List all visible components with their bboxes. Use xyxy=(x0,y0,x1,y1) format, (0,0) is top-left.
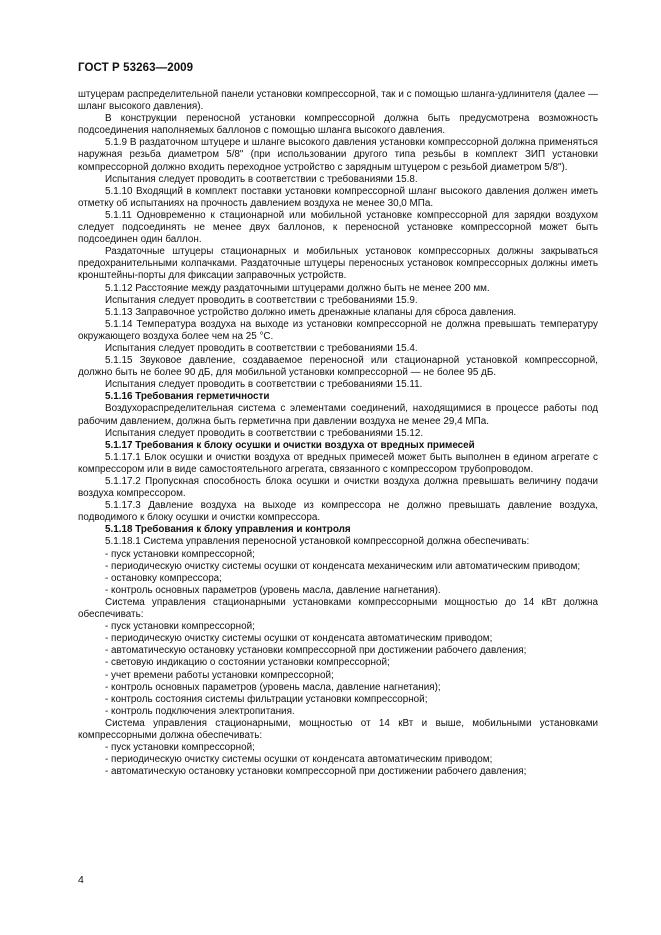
list-item: - автоматическую остановку установки компрессорной при достижении рабочего давления; xyxy=(105,766,527,778)
standard-header: ГОСТ Р 53263—2009 xyxy=(78,62,194,74)
paragraph: 5.1.15 Звуковое давление, создаваемое переносной или стационарной установкой компрессорной, должно быть не более 90 дБ, для мобильной установки компрессорной — не более 95 дБ. xyxy=(78,355,598,379)
list-item: - контроль состояния системы фильтрации установки компрессорной; xyxy=(105,693,428,705)
list-item: - периодическую очистку системы осушки от конденсата автоматическим приводом; xyxy=(105,633,493,645)
paragraph: В конструкции переносной установки компрессорной должна быть предусмотрена возможность подсоединения наполняемых баллонов с помощью шланга высокого давления. xyxy=(78,113,598,137)
list-item: - остановку компрессора; xyxy=(105,572,222,584)
list-item: - автоматическую остановку установки компрессорной при достижении рабочего давления; xyxy=(105,645,527,657)
paragraph: Испытания следует проводить в соответствии с требованиями 15.9. xyxy=(105,294,418,306)
section-heading: 5.1.17 Требования к блоку осушки и очистки воздуха от вредных примесей xyxy=(105,439,475,451)
page-number: 4 xyxy=(78,874,84,886)
list-item: - контроль основных параметров (уровень масла, давление нагнетания); xyxy=(105,681,441,693)
paragraph: штуцерам распределительной панели установки компрессорной, так и с помощью шланга-удлинителя (далее — шланг высокого давления). xyxy=(78,89,598,113)
paragraph: Испытания следует проводить в соответствии с требованиями 15.4. xyxy=(105,342,418,354)
paragraph: 5.1.10 Входящий в комплект поставки установки компрессорной шланг высокого давления должен иметь отметку об испытаниях на прочность давлением воздуха не менее 30,0 МПа. xyxy=(78,185,598,209)
paragraph: Система управления стационарными установками компрессорными мощностью до 14 кВт должна обеспечивать: xyxy=(78,596,598,621)
paragraph: Система управления стационарными, мощностью от 14 кВт и выше, мобильными установками компрессорными должна обеспечивать: xyxy=(78,717,598,741)
paragraph: 5.1.17.1 Блок осушки и очистки воздуха от вредных примесей может быть выполнен в едином агрегате с компрессором или в виде самостоятельного агрегата, связанного с компрессором трубопроводом. xyxy=(78,451,598,475)
paragraph: 5.1.17.2 Пропускная способность блока осушки и очистки воздуха должна превышать величину подачи воздуха компрессором. xyxy=(78,476,598,500)
paragraph: 5.1.17.3 Давление воздуха на выходе из компрессора не должно превышать давление воздуха, подводимого к блоку осушки и очистки компрессора. xyxy=(78,500,598,524)
paragraph: 5.1.13 Заправочное устройство должно иметь дренажные клапаны для сброса давления. xyxy=(105,306,517,318)
body-text xyxy=(78,89,598,778)
list-item: - периодическую очистку системы осушки от конденсата механическим или автоматическим приводом; xyxy=(105,560,581,572)
paragraph: 5.1.11 Одновременно к стационарной или мобильной установке компрессорной для зарядки воздухом следует подсоединять не менее двух баллонов, к переносной установке компрессорной может быть подсоединен один баллон. xyxy=(78,209,598,246)
list-item: - пуск установки компрессорной; xyxy=(105,548,255,560)
list-item: - периодическую очистку системы осушки от конденсата автоматическим приводом; xyxy=(105,754,493,766)
paragraph: Раздаточные штуцеры стационарных и мобильных установок компрессорных должны закрываться предохранительными колпачками. Раздаточные штуцеры переносных установок компрессорных должны иметь кронштейны-порты для фиксации заправочных устройств. xyxy=(78,246,598,282)
section-heading: 5.1.18 Требования к блоку управления и контроля xyxy=(105,524,351,536)
list-item: - контроль подключения электропитания. xyxy=(105,705,295,717)
list-item: - учет времени работы установки компрессорной; xyxy=(105,669,334,681)
paragraph: Испытания следует проводить в соответствии с требованиями 15.8. xyxy=(105,173,418,185)
paragraph: 5.1.18.1 Система управления переносной установкой компрессорной должна обеспечивать: xyxy=(105,536,530,548)
paragraph: Воздухораспределительная система с элементами соединений, находящимися в процессе работы под рабочим давлением, должна быть герметична при давлении воздуха не менее 29,4 МПа. xyxy=(78,403,598,427)
list-item: - световую индикацию о состоянии установки компрессорной; xyxy=(105,657,390,669)
paragraph: 5.1.14 Температура воздуха на выходе из установки компрессорной не должна превышать температуру окружающего воздуха более чем на 25 °С. xyxy=(78,318,598,342)
list-item: - контроль основных параметров (уровень масла, давление нагнетания). xyxy=(105,584,441,596)
list-item: - пуск установки компрессорной; xyxy=(105,621,255,633)
paragraph: Испытания следует проводить в соответствии с требованиями 15.12. xyxy=(105,427,424,439)
list-item: - пуск установки компрессорной; xyxy=(105,742,255,754)
paragraph: 5.1.9 В раздаточном штуцере и шланге высокого давления установки компрессорной должна применяться наружная резьба диаметром 5/8" (при использовании другого типа резьбы в комплект ЗИП установки компрессорной должно входить переходное устройство с зарядным штуцером с резьбой диаметром 5/8"). xyxy=(78,137,598,173)
paragraph: 5.1.12 Расстояние между раздаточными штуцерами должно быть не менее 200 мм. xyxy=(105,282,490,294)
section-heading: 5.1.16 Требования герметичности xyxy=(105,391,270,403)
paragraph: Испытания следует проводить в соответствии с требованиями 15.11. xyxy=(105,379,423,391)
